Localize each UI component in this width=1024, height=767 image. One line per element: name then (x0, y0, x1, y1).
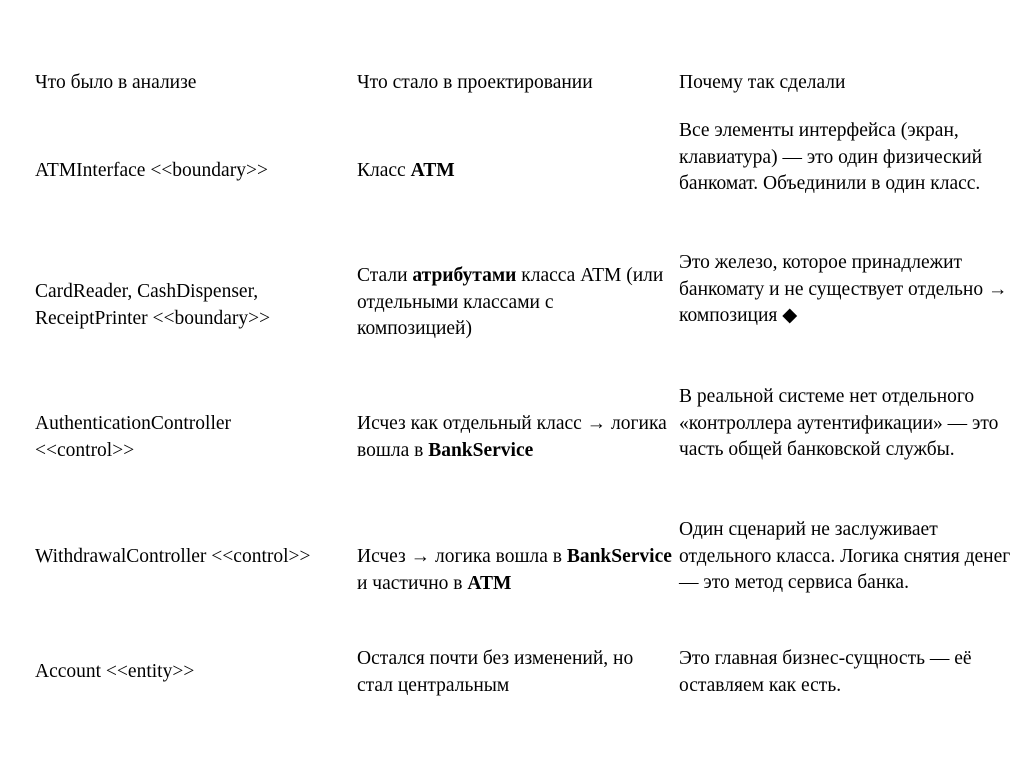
text-run: Стали (357, 265, 413, 286)
row-4-analysis: WithdrawalController <<control>> (35, 546, 311, 567)
text-run: Остался почти без изменений, но стал центральным (357, 648, 634, 696)
bold-term: BankService (428, 439, 534, 461)
row-2-analysis: CardReader, CashDispenser, ReceiptPrinter <<boundary>> (35, 281, 271, 329)
header-analysis: Что было в анализе (35, 72, 197, 93)
text-run: класса ATM (или отдельными классами с композицией) (357, 265, 664, 339)
header-design: Что стало в проектировании (357, 72, 593, 93)
header-reason: Почему так сделали (679, 72, 846, 93)
bold-term: атрибутами (412, 265, 517, 286)
row-4-design (357, 544, 672, 597)
row-5-design (357, 646, 672, 699)
row-4-reason: Один сценарий не заслуживает отдельного класса. Логика снятия денег — это метод сервиса банка. (679, 519, 1011, 593)
row-1-reason: Все элементы интерфейса (экран, клавиатура) — это один физический банкомат. Объединили в один класс. (679, 120, 983, 194)
row-3-analysis: AuthenticationController <<control>> (35, 413, 232, 461)
bold-term: BankService (566, 546, 672, 567)
text-run: Класс (357, 160, 411, 181)
row-3-reason: В реальной системе нет отдельного «контроллера аутентификации» — это часть общей банковской службы. (679, 386, 999, 460)
row-5-analysis: Account <<entity>> (35, 661, 195, 682)
bold-term: ATM (467, 572, 512, 594)
bold-term: ATM (410, 160, 455, 181)
text-run: Исчез → логика вошла в (357, 546, 567, 567)
row-3-design (357, 411, 672, 464)
row-1-analysis: ATMInterface <<boundary>> (35, 160, 268, 181)
text-run: Исчез как отдельный класс → логика вошла в (357, 413, 667, 461)
row-2-reason: Это железо, которое принадлежит банкомату и не существует отдельно → композиция ◆ (679, 252, 1008, 326)
text-run: и частично в (357, 572, 468, 594)
row-1-design (357, 158, 672, 185)
row-2-design (357, 263, 672, 343)
row-5-reason: Это главная бизнес-сущность — её оставляем как есть. (679, 648, 972, 696)
